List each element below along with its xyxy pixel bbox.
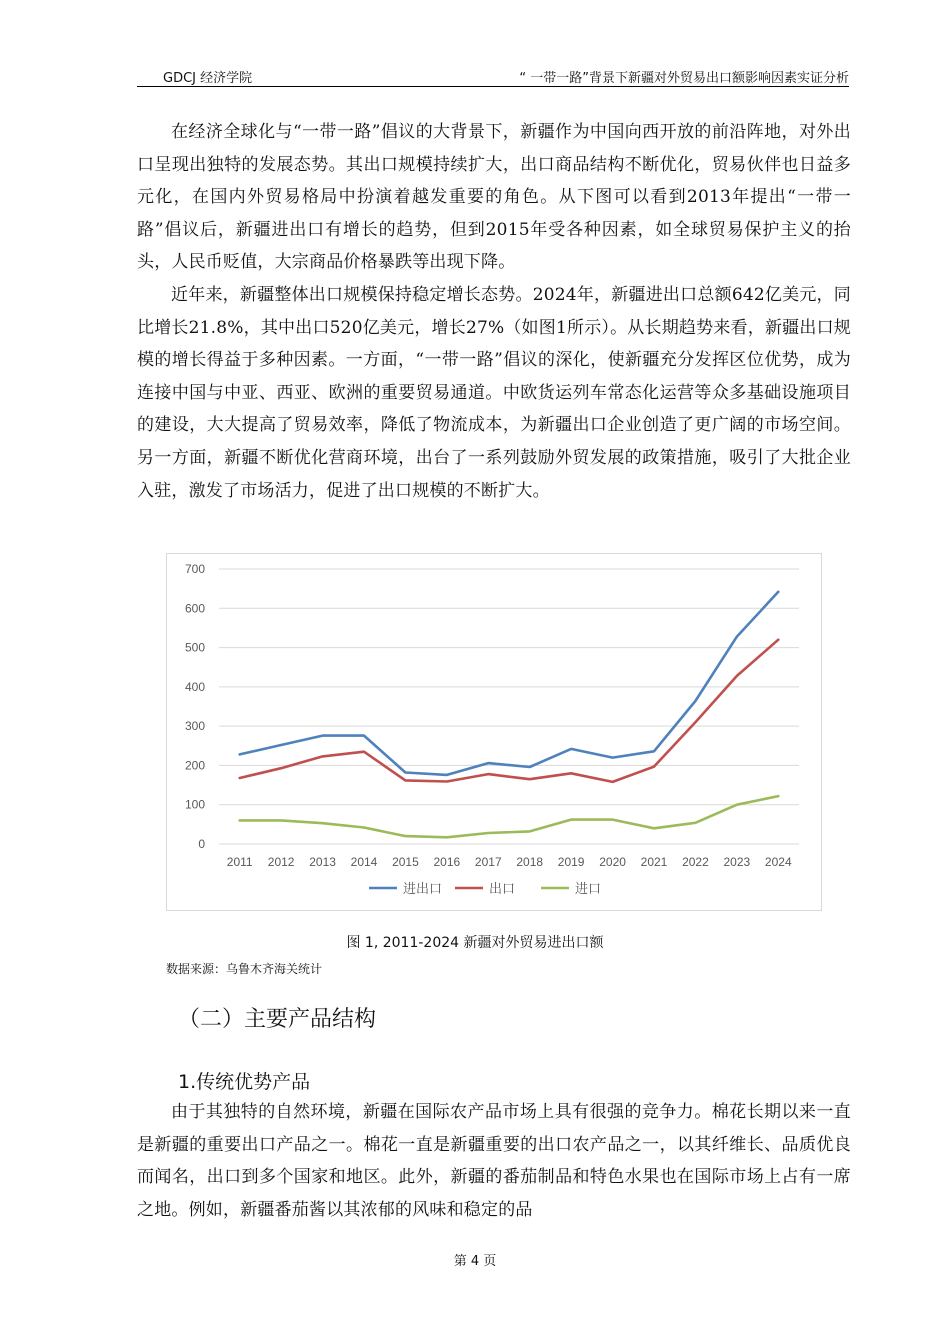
header-school: GDCJ 经济学院: [163, 71, 253, 86]
x-tick-label: 2018: [516, 855, 544, 869]
x-tick-label: 2011: [226, 855, 253, 869]
body-paragraph: [137, 116, 851, 279]
x-tick-label: 2020: [599, 855, 626, 869]
x-tick-label: 2023: [723, 855, 751, 869]
x-tick-label: 2017: [474, 855, 502, 869]
y-tick-label: 700: [184, 562, 205, 576]
paragraph-text: 在经济全球化与“一带一路”倡议的大背景下，新疆作为中国向西开放的前沿阵地，对外出口呈现出独特的发展态势。其出口规模持续扩大，出口商品结构不断优化，贸易伙伴也日益多元化，在国内外贸易格局中扮演着越发重要的角色。从下图可以看到2013年提出“一带一路”倡议后，新疆进出口有增长的趋势，但到2015年受各种因素，如全球贸易保护主义的抬头，人民币贬值，大宗商品价格暴跌等出现下降。: [137, 122, 851, 273]
section-heading: （二）主要产品结构: [178, 1007, 377, 1032]
y-tick-label: 600: [184, 601, 205, 616]
x-tick-label: 2024: [764, 855, 792, 869]
y-tick-label: 500: [184, 640, 205, 655]
running-header: [137, 66, 849, 87]
y-tick-label: 100: [184, 797, 205, 812]
y-tick-label: 200: [184, 758, 205, 773]
x-tick-label: 2016: [433, 855, 461, 869]
series-line: [240, 592, 779, 775]
x-tick-label: 2013: [309, 855, 336, 869]
y-tick-label: 300: [184, 719, 205, 734]
body-paragraph: [137, 279, 851, 507]
x-tick-label: 2015: [392, 855, 419, 869]
header-title: “ 一带一路”背景下新疆对外贸易出口额影响因素实证分析: [519, 71, 849, 86]
x-tick-label: 2019: [557, 855, 585, 869]
figure-caption: 图 1, 2011-2024 新疆对外贸易进出口额: [346, 935, 604, 951]
chart-svg: [167, 554, 821, 910]
y-tick-label: 0: [198, 837, 205, 851]
series-line: [240, 640, 779, 782]
paragraph-text: 近年来，新疆整体出口规模保持稳定增长态势。2024年，新疆进出口总额642亿美元，同比增长21.8%，其中出口520亿美元，增长27%（如图1所示）。从长期趋势来看，新疆出口规模的增长得益于多种因素。一方面，“一带一路”倡议的深化，使新疆充分发挥区位优势，成为连接中国与中亚、西亚、欧洲的重要贸易通道。中欧货运列车常态化运营等众多基础设施项目的建设，大大提高了贸易效率，降低了物流成本，为新疆出口企业创造了更广阔的市场空间。另一方面，新疆不断优化营商环境，出台了一系列鼓励外贸发展的政策措施，吸引了大批企业入驻，激发了市场活力，促进了出口规模的不断扩大。: [137, 285, 851, 501]
subsection-heading: 1.传统优势产品: [178, 1071, 311, 1093]
body-paragraph: [137, 1096, 851, 1226]
paragraph-text: 由于其独特的自然环境，新疆在国际农产品市场上具有很强的竞争力。棉花长期以来一直是新疆的重要出口产品之一。棉花一直是新疆重要的出口农产品之一，以其纤维长、品质优良而闻名，出口到多个国家和地区。此外，新疆的番茄制品和特色水果也在国际市场上占有一席之地。例如，新疆番茄酱以其浓郁的风味和稳定的品: [137, 1102, 851, 1220]
trade-line-chart: [166, 553, 822, 911]
legend-label: 进口: [575, 882, 602, 897]
x-tick-label: 2012: [267, 855, 295, 869]
x-tick-label: 2014: [350, 855, 378, 869]
y-tick-label: 400: [184, 679, 205, 694]
x-tick-label: 2022: [682, 855, 709, 869]
page-number: 第 4 页: [453, 1254, 497, 1269]
legend-label: 进出口: [403, 882, 443, 897]
legend-label: 出口: [489, 882, 516, 897]
x-tick-label: 2021: [640, 855, 668, 869]
figure-source: 数据来源：乌鲁木齐海关统计: [166, 962, 323, 976]
series-line: [240, 796, 779, 837]
